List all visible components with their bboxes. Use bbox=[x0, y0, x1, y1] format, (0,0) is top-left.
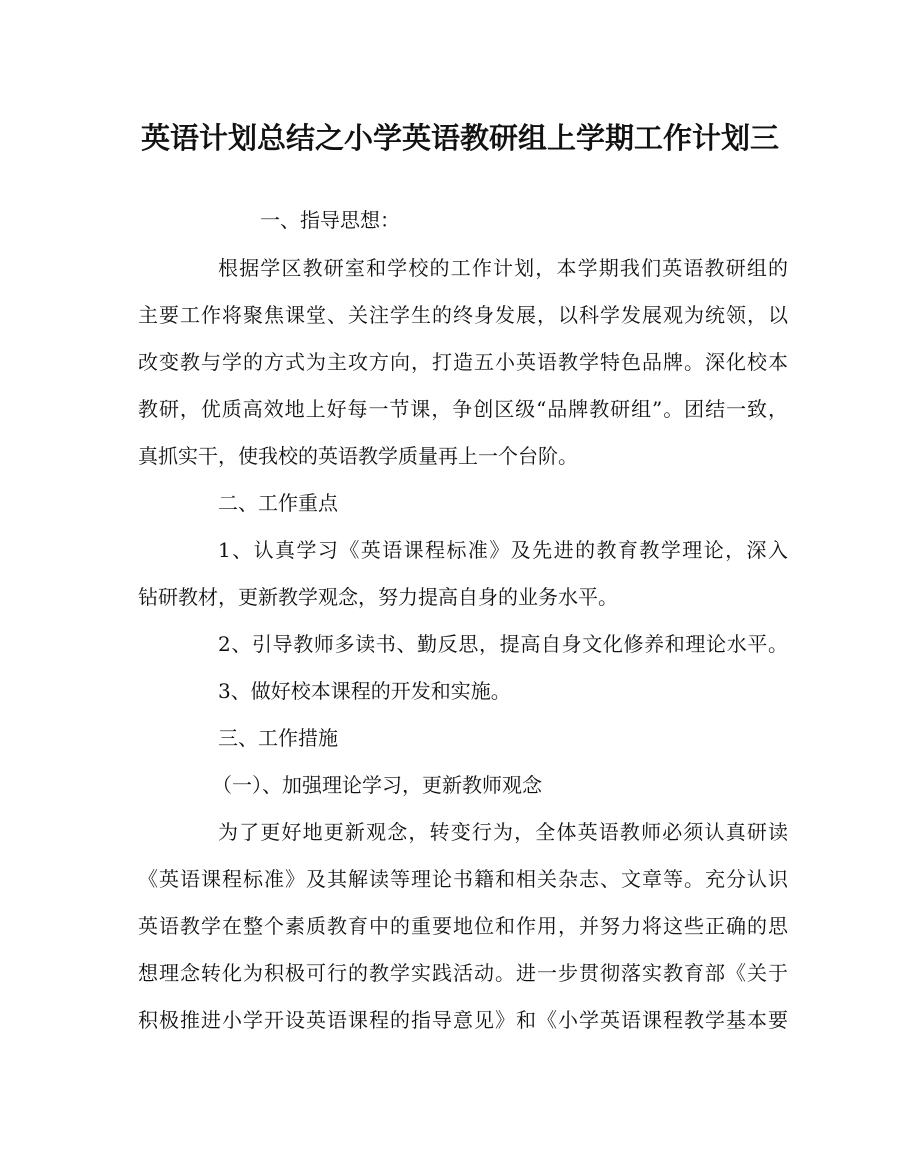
paragraph-line: 改变教与学的方式为主攻方向，打造五小英语教学特色品牌。深化校本 bbox=[138, 350, 788, 374]
list-item-line: 3、做好校本课程的开发和实施。 bbox=[218, 679, 511, 703]
paragraph-line: 真抓实干，使我校的英语教学质量再上一个台阶。 bbox=[138, 444, 578, 468]
paragraph-line: 为了更好地更新观念，转变行为，全体英语教师必须认真研读 bbox=[218, 820, 788, 844]
paragraph-line: 想理念转化为积极可行的教学实践活动。进一步贯彻落实教育部《关于 bbox=[138, 961, 788, 985]
list-item-line: 钻研教材，更新教学观念，努力提高自身的业务水平。 bbox=[138, 585, 618, 609]
paragraph-line: 积极推进小学开设英语课程的指导意见》和《小学英语课程教学基本要 bbox=[138, 1008, 788, 1032]
paragraph-line: 教研，优质高效地上好每一节课，争创区级“品牌教研组”。团结一致， bbox=[138, 397, 788, 421]
paragraph-line: 《英语课程标准》及其解读等理论书籍和相关杂志、文章等。充分认识 bbox=[138, 867, 788, 891]
paragraph-line: 根据学区教研室和学校的工作计划，本学期我们英语教研组的 bbox=[218, 256, 788, 280]
list-item-line: 2、引导教师多读书、勤反思，提高自身文化修养和理论水平。 bbox=[218, 632, 788, 656]
paragraph-line: 英语教学在整个素质教育中的重要地位和作用，并努力将这些正确的思 bbox=[138, 914, 788, 938]
section-heading-guiding-thought: 一、指导思想： bbox=[260, 208, 400, 232]
document-title: 英语计划总结之小学英语教研组上学期工作计划三 bbox=[140, 121, 779, 155]
subsection-heading: （一）、加强理论学习，更新教师观念 bbox=[212, 773, 542, 797]
section-heading-work-measures: 三、工作措施 bbox=[218, 726, 338, 750]
section-heading-work-focus: 二、工作重点 bbox=[218, 491, 338, 515]
paragraph-line: 主要工作将聚焦课堂、关注学生的终身发展，以科学发展观为统领，以 bbox=[138, 303, 788, 327]
list-item-line: 1、认真学习《英语课程标准》及先进的教育教学理论，深入 bbox=[218, 538, 788, 562]
